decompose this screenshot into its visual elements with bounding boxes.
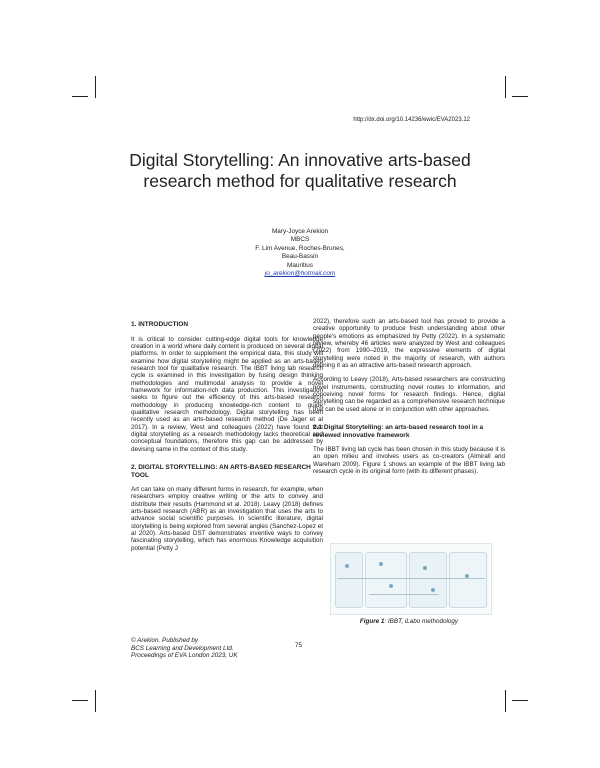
paragraph: 2022), therefore such an arts-based tool has proved to provide a creative opportunity to produce fresh understanding about other people's emotions as emphasized by Petty (2022). In a systematic review, whereby 46 articles were analyzed by West and colleagues (2022) from 1990–2019, the expressive elements of digital storytelling were noted in the majority of research, with authors defining it as an attractive arts-based research approach. <box>313 318 505 370</box>
paragraph: The IBBT living lab cycle has been chosen in this study because it is an open milieu and involves users as co-creators (Almirall and Wareham 2009). Figure 1 shows an example of the IBBT living lab research cycle in its original form (with its different phases). <box>313 446 505 476</box>
figure-panel <box>409 552 447 608</box>
footer <box>131 637 238 660</box>
figure-panel <box>365 552 407 608</box>
figure-caption-text: : IBBT, iLabo methodology <box>384 618 459 625</box>
figure-person-icon <box>379 562 383 566</box>
figure-connector <box>337 578 485 579</box>
author-affiliation: MBCS <box>290 236 310 244</box>
section-heading: 1. INTRODUCTION <box>131 321 189 328</box>
author-country: Mauritius <box>287 261 313 269</box>
title-line: research method for qualitative research <box>143 171 457 191</box>
crop-mark <box>512 96 528 97</box>
crop-mark <box>512 700 528 701</box>
figure-person-icon <box>389 584 393 588</box>
footer-line: Proceedings of EVA London 2023, UK <box>131 652 238 659</box>
figure-caption <box>313 618 505 625</box>
figure-person-icon <box>423 566 427 570</box>
paragraph: It is critical to consider cutting-edge digital tools for knowledge creation in a world where daily content is produced on several digital platforms. In order to supplement the empirical data, this study will examine how digital storytelling might be applied as an arts-based research tool for qualitative research. The IBBT living lab research cycle is examined in this investigation by fusing design thinking methodologies and multimodal analysis to provide a novel framework for information-rich data production. This investigation seeks to figure out the efficiency of this arts-based research methodology in producing knowledge-rich content to guide qualitative research methodology. Digital storytelling has been recently used as an arts-based research method (De Jager et al 2017). In a review, West and colleagues (2022) have found that digital storytelling as a research methodology lacks theoretical and conceptual foundations, therefore this gap can be addressed by devising same in the context of this study. <box>131 335 323 453</box>
figure-connector <box>369 594 439 595</box>
crop-mark <box>95 76 96 98</box>
figure-person-icon <box>345 564 349 568</box>
doi-link[interactable]: http://dx.doi.org/10.14236/ewic/EVA2023.12 <box>353 117 470 123</box>
figure-caption-label: Figure 1 <box>359 618 385 625</box>
paragraph: Art can take on many different forms in research, for example, when researchers employ creative writing or the arts to convey and distribute their results (Hammond et al. 2018). Leavy (2018) defines arts-based research (ABR) as an investigation that uses the arts to advance social scientific purposes. In scientific literature, digital storytelling is being explored from several angles (Sanchez-Lopez et al 2020). Arts-based DST demonstrates inventive ways to convey fascinating storytelling, which has enormous Knowledge acquisition potential (Petty J <box>131 486 323 552</box>
left-column <box>131 321 323 559</box>
page-number: 75 <box>295 642 303 649</box>
crop-mark <box>505 76 506 98</box>
figure-person-icon <box>431 588 435 592</box>
section-heading: 2. DIGITAL STORYTELLING: AN ARTS-BASED RESEARCH TOOL <box>131 464 311 479</box>
subsection-heading: 2.1 Digital Storytelling: an arts-based research tool in a reviewed innovative framework <box>313 424 484 439</box>
ibbt-methodology-figure <box>330 543 492 615</box>
figure-panel <box>335 552 363 608</box>
crop-mark <box>72 96 88 97</box>
footer-line: BCS Learning and Development Ltd. <box>131 644 234 652</box>
author-address: F. Lim Avenue, Roches-Brunes, <box>255 244 345 252</box>
figure-panel <box>449 552 487 608</box>
title-line: Digital Storytelling: An innovative arts-based <box>129 150 471 170</box>
crop-mark <box>505 690 506 712</box>
crop-mark <box>72 700 88 701</box>
footer-line: © Arekion. Published by <box>131 637 199 644</box>
author-block <box>200 228 400 278</box>
paragraph: According to Leavy (2018), Arts-based researchers are constructing novel instruments, constructing novel routes to information, and conceiving novel forms for research findings. Hence, digital storytelling can be regarded as a comprehensive research technique that can be used alone or in conjunction with other approaches. <box>313 376 505 413</box>
author-name: Mary-Joyce Arekion <box>271 228 329 235</box>
crop-mark <box>95 690 96 712</box>
right-column <box>313 318 505 483</box>
author-email-link[interactable]: jo_arekion@hotmail.com <box>264 270 336 278</box>
paper-title <box>100 150 500 192</box>
author-address: Beau-Bassin <box>281 253 319 261</box>
